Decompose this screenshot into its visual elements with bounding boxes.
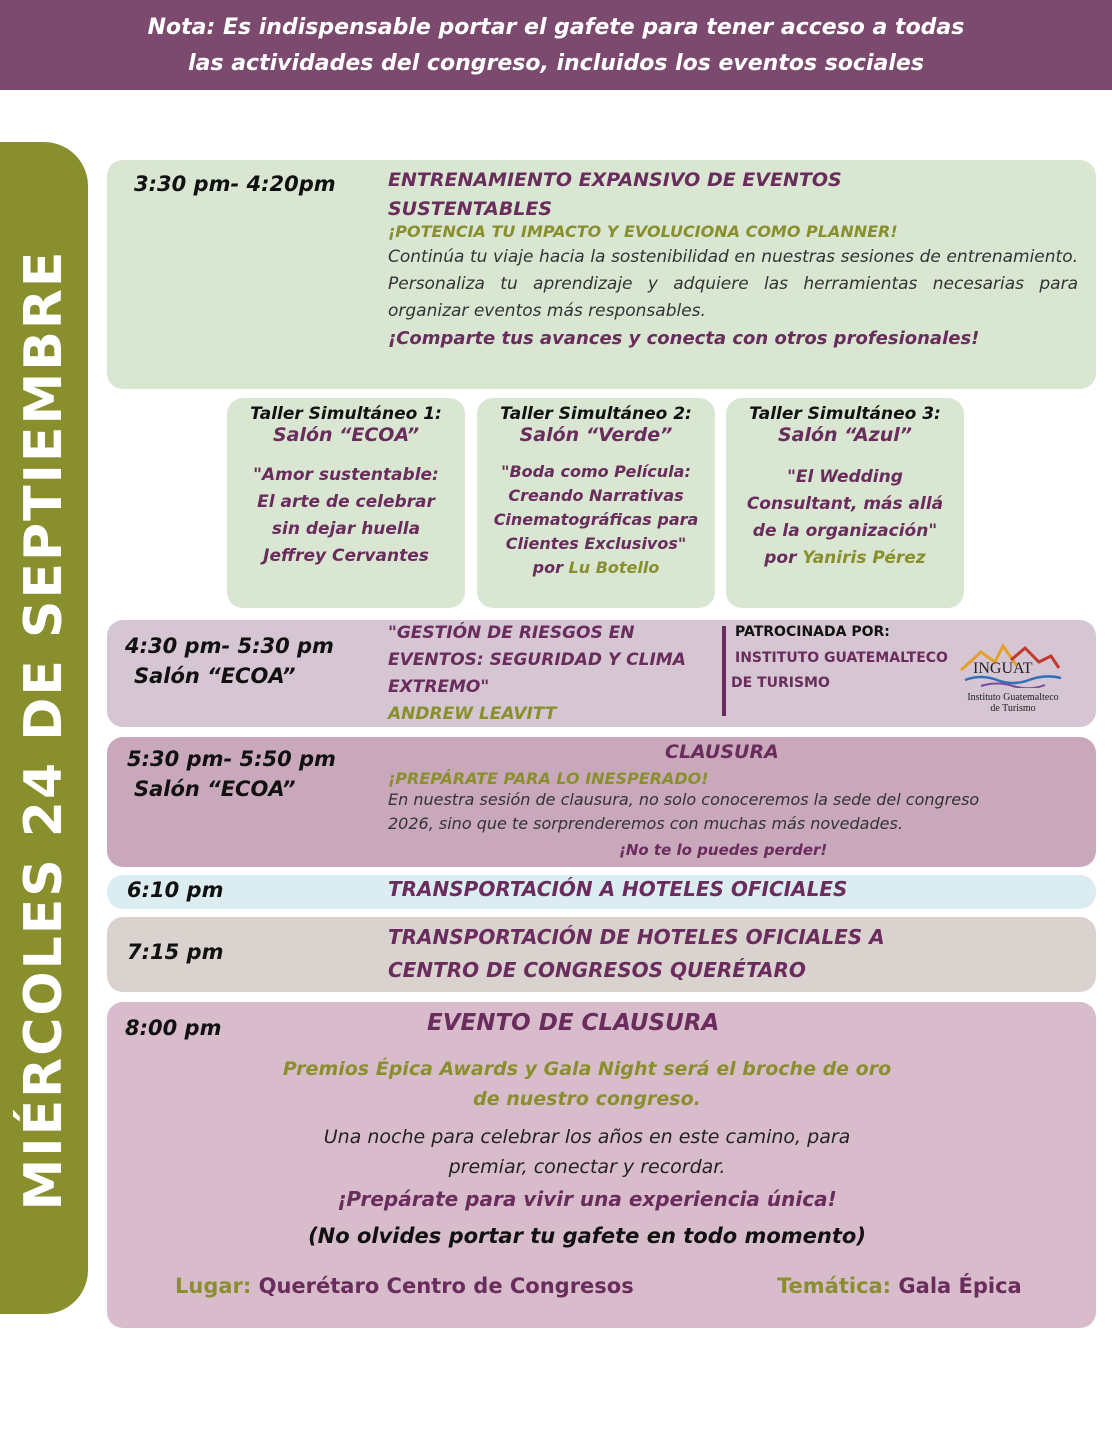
gala-content <box>207 1054 967 1256</box>
workshop-by: por <box>764 548 797 568</box>
session-card-closing <box>107 737 1096 867</box>
workshop-speaker: Yaniris Pérez <box>802 548 926 568</box>
theme-name: Gala Épica <box>898 1274 1022 1298</box>
workshop-title-line: "Boda como Película: <box>501 462 691 481</box>
session-description: Continúa tu viaje hacia la sostenibilidad en nuestras sesiones de entrenamiento. Personaliza tu aprendizaje y adquiere las herramientas necesarias para organizar eventos más responsables. <box>388 247 1078 321</box>
sponsor-divider <box>722 626 726 716</box>
logo-caption-line-2: de Turismo <box>990 703 1036 714</box>
session-cta: ¡Comparte tus avances y conecta con otros profesionales! <box>388 328 980 349</box>
session-title-line-1: TRANSPORTACIÓN DE HOTELES OFICIALES A <box>388 925 885 949</box>
session-description-line-1: En nuestra sesión de clausura, no solo conoceremos la sede del congreso <box>388 790 980 809</box>
gala-highlight-line-2: de nuestro congreso. <box>473 1088 701 1110</box>
session-title: TRANSPORTACIÓN A HOTELES OFICIALES <box>388 877 848 901</box>
session-content <box>388 166 1078 349</box>
session-title-line-2: SUSTENTABLES <box>388 198 553 220</box>
workshop-title-line: El arte de celebrar <box>257 492 435 512</box>
workshop-heading: Taller Simultáneo 2: <box>500 404 692 424</box>
session-card-training <box>107 160 1096 389</box>
gala-venue <box>175 1274 634 1298</box>
workshop-title-line: "Amor sustentable: <box>253 465 439 485</box>
logo-caption <box>951 692 1075 714</box>
date-label: MIÉRCOLES 24 DE SEPTIEMBRE <box>14 249 74 1211</box>
workshop-card-3 <box>726 398 964 608</box>
session-title: EVENTO DE CLAUSURA <box>427 1010 720 1036</box>
sponsor-name-line-2: DE TURISMO <box>731 675 830 691</box>
session-title-line-1: "GESTIÓN DE RIESGOS EN <box>388 623 635 643</box>
session-time: 8:00 pm <box>125 1016 222 1040</box>
session-title-line-2: EVENTOS: SEGURIDAD Y CLIMA <box>388 650 686 670</box>
workshop-byline <box>726 545 964 572</box>
session-speaker: ANDREW LEAVITT <box>388 704 557 724</box>
session-card-transport-1 <box>107 875 1096 909</box>
venue-name: Querétaro Centro de Congresos <box>258 1274 634 1298</box>
venue-label: Lugar: <box>175 1274 252 1298</box>
gala-cta: ¡Prepárate para vivir una experiencia única! <box>337 1187 837 1211</box>
gala-reminder: (No olvides portar tu gafete en todo momento) <box>308 1224 866 1248</box>
workshop-speaker: Lu Botello <box>568 558 660 577</box>
workshop-byline <box>477 556 715 580</box>
session-time: 6:10 pm <box>127 878 224 902</box>
session-title-line-3: EXTREMO" <box>388 677 490 697</box>
session-card-transport-2 <box>107 917 1096 992</box>
workshop-card-1 <box>227 398 465 608</box>
workshop-by: por <box>532 558 563 577</box>
session-content <box>388 620 718 728</box>
banner-line-2: las actividades del congreso, incluidos los eventos sociales <box>188 51 924 76</box>
workshop-speaker: Jeffrey Cervantes <box>263 546 429 566</box>
session-title-line-1: ENTRENAMIENTO EXPANSIVO DE EVENTOS <box>388 169 842 191</box>
session-title: CLAUSURA <box>665 741 779 763</box>
workshop-title-line: Cinematográficas para <box>493 510 699 529</box>
gala-description-line-1: Una noche para celebrar los años en este camino, para <box>323 1126 851 1148</box>
session-card-risk <box>107 620 1096 727</box>
workshop-title-line: Clientes Exclusivos" <box>505 534 687 553</box>
workshop-room: Salón “Azul” <box>777 424 913 446</box>
banner-line-1: Nota: Es indispensable portar el gafete para tener acceso a todas <box>147 15 965 40</box>
sponsor-label: PATROCINADA POR: <box>735 624 890 640</box>
workshop-title-line: Creando Narrativas <box>508 486 684 505</box>
workshop-title-line: de la organización" <box>752 521 938 541</box>
theme-label: Temática: <box>777 1274 892 1298</box>
gala-theme <box>777 1274 1022 1298</box>
logo-wordmark: INGUAT <box>973 660 1033 677</box>
session-subtitle: ¡PREPÁRATE PARA LO INESPERADO! <box>388 769 709 788</box>
session-title-line-2: CENTRO DE CONGRESOS QUERÉTARO <box>388 958 806 982</box>
session-description-line-2: 2026, sino que te sorprenderemos con muchas más novedades. <box>388 814 903 833</box>
workshop-room: Salón “Verde” <box>519 424 673 446</box>
workshop-heading: Taller Simultáneo 1: <box>250 404 442 424</box>
workshop-heading: Taller Simultáneo 3: <box>749 404 941 424</box>
session-content <box>388 769 1088 836</box>
session-time: 4:30 pm- 5:30 pm <box>125 634 334 658</box>
session-room: Salón “ECOA” <box>134 664 296 688</box>
workshop-card-2 <box>477 398 715 608</box>
session-subtitle: ¡POTENCIA TU IMPACTO Y EVOLUCIONA COMO PLANNER! <box>388 222 898 241</box>
workshop-title-line: Consultant, más allá <box>746 494 944 514</box>
session-time: 7:15 pm <box>127 940 224 964</box>
gala-description-line-2: premiar, conectar y recordar. <box>448 1156 726 1178</box>
session-time: 5:30 pm- 5:50 pm <box>127 747 336 771</box>
session-room: Salón “ECOA” <box>134 777 296 801</box>
session-cta: ¡No te lo puedes perder! <box>619 841 828 859</box>
workshop-room: Salón “ECOA” <box>272 424 420 446</box>
gala-highlight-line-1: Premios Épica Awards y Gala Night será el broche de oro <box>282 1058 892 1080</box>
session-content <box>388 921 885 987</box>
session-time: 3:30 pm- 4:20pm <box>134 172 336 196</box>
inguat-logo <box>951 638 1075 722</box>
session-card-gala <box>107 1002 1096 1328</box>
logo-caption-line-1: Instituto Guatemalteco <box>967 692 1059 703</box>
workshop-title-line: "El Wedding <box>787 467 903 487</box>
top-banner <box>0 0 1112 90</box>
workshop-title-line: sin dejar huella <box>271 519 421 539</box>
sponsor-name-line-1: INSTITUTO GUATEMALTECO <box>735 650 948 666</box>
